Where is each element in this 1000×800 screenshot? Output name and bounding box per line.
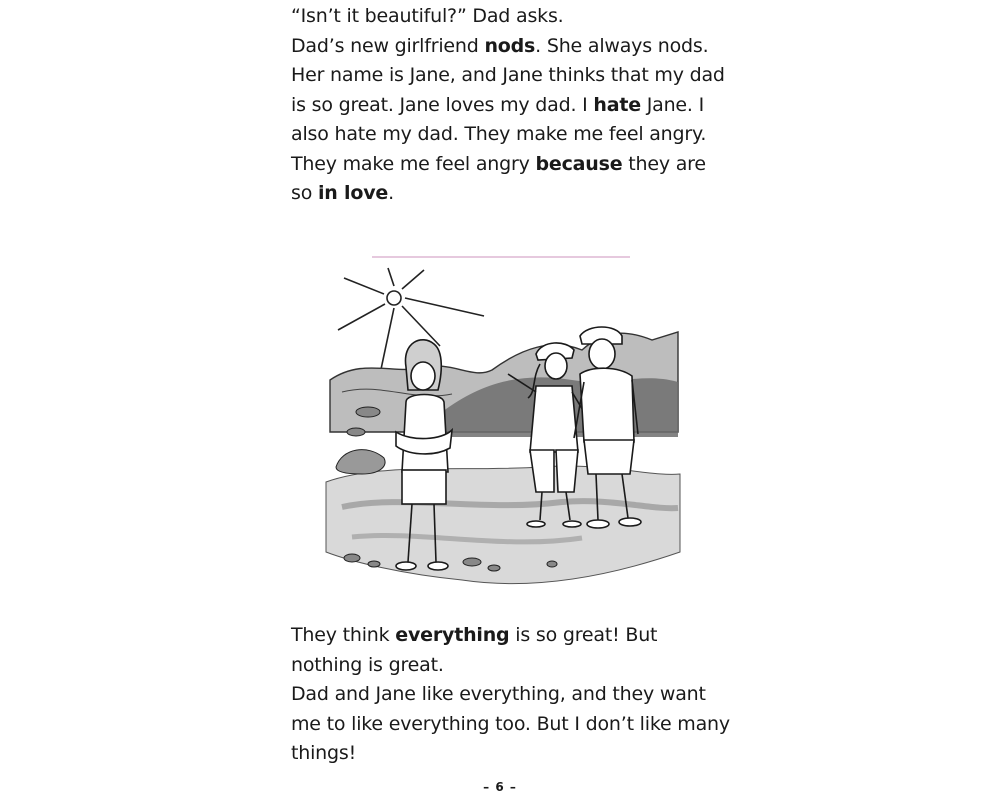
story-paragraph <box>291 2 731 32</box>
text-segment: “Isn’t it beautiful?” Dad asks. <box>291 5 564 27</box>
text-segment: They think <box>291 624 396 646</box>
text-segment: They make me feel angry <box>291 152 536 175</box>
text-segment: . She always nods. Her name is Jane, and Jane thinks that my dad is so great. Jane loves my dad. I <box>291 34 725 116</box>
text-segment: . <box>388 182 394 204</box>
emphasized-word: because <box>535 152 623 175</box>
emphasized-word: in love <box>317 182 389 204</box>
emphasized-word: everything <box>395 624 510 646</box>
text-segment: they are so <box>291 152 706 204</box>
emphasized-word: hate <box>593 93 641 116</box>
story-text-bottom <box>291 621 731 769</box>
story-paragraph <box>291 621 731 680</box>
page-number: – 6 – <box>483 780 517 794</box>
story-paragraph <box>291 680 731 769</box>
text-segment: Dad’s new girlfriend <box>291 34 485 57</box>
text-segment: Dad and Jane like everything, and they want me to like everything too. But I don’t like many things! <box>291 683 730 764</box>
emphasized-word: nods <box>484 34 536 57</box>
text-segment: is so great! But nothing is great. <box>291 624 658 676</box>
beach-scene-illustration <box>322 262 684 600</box>
story-paragraph <box>291 32 731 150</box>
text-segment: Jane. I also hate my dad. They make me feel angry. <box>291 93 707 145</box>
section-divider <box>372 256 630 258</box>
story-text-top <box>291 2 731 209</box>
story-paragraph <box>291 150 731 209</box>
